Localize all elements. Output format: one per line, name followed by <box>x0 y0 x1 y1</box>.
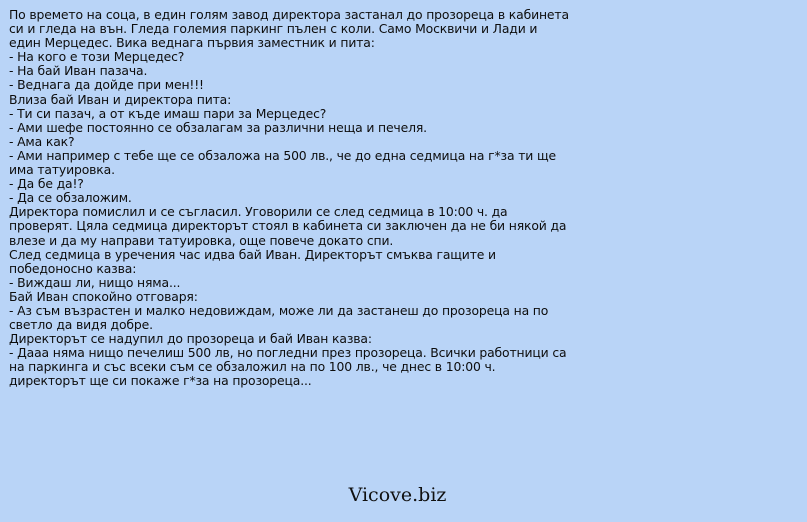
joke-line: - На кого е този Мерцедес? <box>9 49 185 65</box>
joke-line: - Да се обзаложим. <box>9 190 132 206</box>
joke-line: След седмица в уречения час идва бай Иван. Директорът смъква гащите и <box>9 246 496 262</box>
site-brand: Vicove.biz <box>348 484 447 506</box>
joke-line: - Да бе да!? <box>9 176 84 192</box>
joke-line: - Виждаш ли, нищо няма... <box>9 274 181 290</box>
joke-line: си и гледа на вън. Гледа големия паркинг пълен с коли. Само Москвичи и Лади и <box>9 21 538 37</box>
joke-line: - Веднага да дойде при мен!!! <box>9 77 204 93</box>
joke-text <box>9 8 584 389</box>
joke-line: Директорът се надупил до прозореца и бай Иван казва: <box>9 331 372 347</box>
joke-line: директорът ще си покаже г*за на прозореца... <box>9 373 312 389</box>
joke-line: - Ами шефе постоянно се обзалагам за различни неща и печеля. <box>9 119 427 135</box>
joke-line: - Ами например с тебе ще се обзаложа на 500 лв., че до една седмица на г*за ти ще <box>9 147 556 163</box>
joke-line: проверят. Цяла седмица директорът стоял в кабинета си заключен да не би някой да <box>9 218 567 234</box>
joke-line: Директора помислил и се съгласил. Уговорили се след седмица в 10:00 ч. да <box>9 204 508 220</box>
joke-line: има татуировка. <box>9 162 115 178</box>
joke-line: По времето на соца, в един голям завод директора застанал до прозореца в кабинета <box>9 7 569 22</box>
joke-line: Влиза бай Иван и директора пита: <box>9 91 232 107</box>
joke-line: - Ама как? <box>9 133 75 149</box>
joke-line: победоносно казва: <box>9 260 137 276</box>
joke-line: - Ти си пазач, а от къде имаш пари за Мерцедес? <box>9 105 327 121</box>
joke-line: Бай Иван спокойно отговаря: <box>9 288 198 304</box>
joke-line: един Мерцедес. Вика веднага първия заместник и пита: <box>9 35 375 51</box>
joke-line: светло да видя добре. <box>9 317 153 333</box>
joke-line: на паркинга и със всеки съм се обзаложил на по 100 лв., че днес в 10:00 ч. <box>9 359 496 375</box>
joke-line: - На бай Иван пазача. <box>9 63 148 79</box>
joke-line: влезе и да му направи татуировка, още повече докато спи. <box>9 232 394 248</box>
joke-line: - Аз съм възрастен и малко недовиждам, може ли да застанеш до прозореца на по <box>9 302 549 318</box>
joke-line: - Дааа няма нищо печелиш 500 лв, но погледни през прозореца. Всички работници са <box>9 345 567 361</box>
